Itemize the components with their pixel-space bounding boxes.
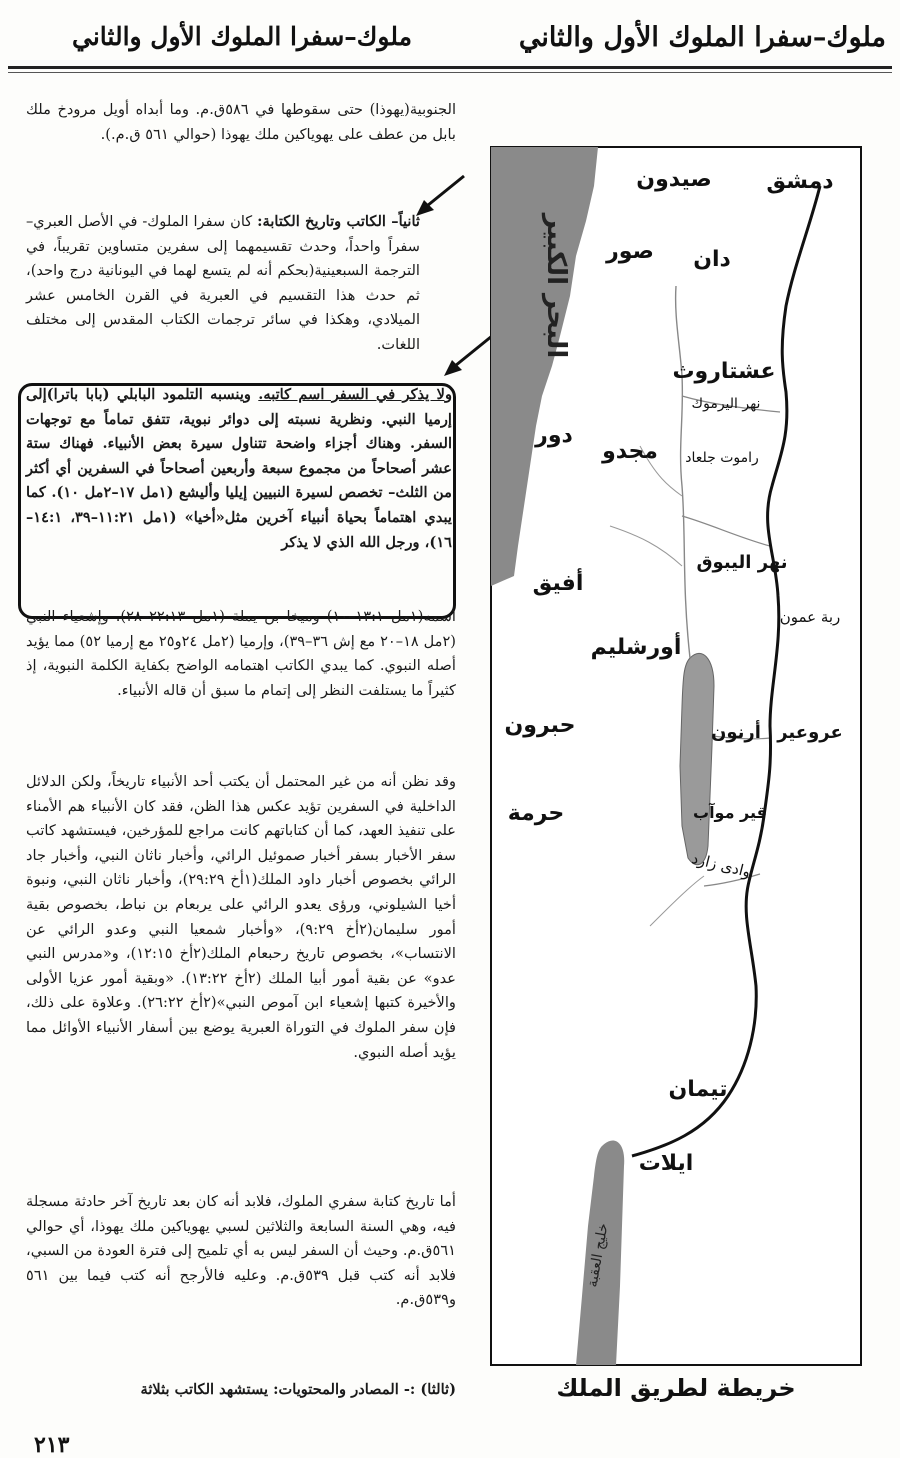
label-rabbah: ربة عمون: [779, 608, 841, 626]
label-aroer: عروعير: [777, 722, 843, 743]
paragraph-intro-text: الجنوبية(يهوذا) حتى سقوطها في ٥٨٦ق.م. وما أبداه أويل مرودخ ملك بابل من عطف على يهوياكين ملك يهوذا (حوالي ٥٦١ ق.م.).: [26, 101, 456, 143]
paragraph-prophets: [26, 605, 456, 703]
label-tyre: صور: [606, 239, 654, 264]
dead-sea-shape: [680, 653, 714, 864]
label-dor: دور: [535, 423, 573, 448]
label-yarmuk: نهر اليرموك: [691, 396, 761, 412]
highlighted-body: وينسبه التلمود البابلي (بابا باترا)إلى إرميا النبي. ونظرية نسبته إلى دوائر نبوية، تتفق تماماً مع توجهات السفر. وهناك أجزاء واضحة تتناول سيرة بعض الأنبياء. فهناك ستة عشر أصحاحاً من مجموع سبعة وأربعين أصحاحاً في السفرين أي أكثر من الثلث– تخصص لسيرة النبيين إيليا وأليشع (١مل ١٧–٢مل ١٠). كما يبدي اهتماماً بحياة أنبياء آخرين مثل«أخيا» (١مل ١١:٢١–٣٩، ١٤:١–١٦)، ورجل الله الذي لا يذكر: [26, 386, 452, 551]
underlined-sentence: ولا يذكر في السفر اسم كاتبه.: [258, 386, 452, 403]
map-caption: خريطة لطريق الملك: [556, 1374, 796, 1402]
section-author-date: [26, 210, 420, 358]
paragraph-prophets-text: اسمه(١مل ١٣:١–١٠) وميخا بن يملة (١مل ٢٢:١٣–٢٨). وإشعياء النبي (٢مل ١٨–٢٠ مع إش ٣٦–٣٩)، وإرميا (٢مل ٢٤و٢٥ مع إرميا ٥٢) مما يؤيد أصله النبوي. كما يبدي الكاتب اهتمامه الواضح بكفاية الكلمة النبوية، إذ كثيراً ما يستلفت النظر إلى إتمام ما سبق أن قاله الأنبياء.: [26, 608, 456, 699]
label-damascus: دمشق: [766, 169, 834, 194]
page-number: ٢١٣: [34, 1432, 70, 1458]
running-header-right: ملوك–سفرا الملوك الأول والثاني: [518, 22, 886, 53]
kings-highway-map: [490, 146, 862, 1366]
section-heading-author: ثانياً– الكاتب وتاريخ الكتابة:: [257, 213, 420, 230]
running-header-left: ملوك–سفرا الملوك الأول والثاني: [72, 22, 412, 51]
label-megiddo: مجدو: [602, 439, 658, 464]
label-sidon: صيدون: [636, 167, 712, 192]
paragraph-intro: [26, 98, 456, 147]
label-teman: تيمان: [668, 1077, 728, 1102]
paragraph-dating-text: أما تاريخ كتابة سفري الملوك، فلابد أنه كان بعد تاريخ آخر حادثة مسجلة فيه، وهي السنة السابعة والثلاثين لسبي يهوياكين ملك يهوذا، أي حوالي ٥٦١ق.م. وحيث أن السفر ليس به أي تلميح إلى فترة العودة من السبي، فلابد أنه كتب قبل ٥٣٩ق.م. وعليه فالأرجح أنه كتب فيما بين ٥٦١ و٥٣٩ق.م.: [26, 1193, 456, 1309]
section-body-author: كان سفرا الملوك- في الأصل العبري–سفراً واحداً، وحدث تقسيمهما إلى سفرين متساوين تقريباً، في الترجمة السبعينية(بحكم أنه لم يتسع لهما في اليونانية درج واحد)، ثم حدث هذا التقسيم في العبرية في القرن الخامس عشر الميلادي، وهكذا في سائر ترجمات الكتاب المقدس إلى مختلف اللغات.: [26, 213, 420, 353]
label-hormah: حرمة: [507, 801, 565, 826]
label-jabbok: نهر اليبوق: [696, 552, 788, 573]
label-aphek: أفيق: [532, 571, 584, 596]
sea-label: البحر الكبير: [541, 213, 571, 359]
section-sources: [26, 1378, 456, 1403]
arrow-icon: [440, 332, 496, 380]
label-jerusalem: أورشليم: [590, 635, 682, 660]
label-kir: قير موآب: [692, 803, 768, 822]
header-rule-thin: [8, 72, 892, 73]
label-zered: وادى زارد: [689, 849, 753, 882]
label-arnon: أرنون: [711, 722, 761, 743]
label-dan: دان: [693, 247, 731, 272]
label-ramoth: راموت جلعاد: [685, 450, 759, 466]
header-rule: [8, 66, 892, 69]
section-body-sources: يستشهد الكاتب بثلاثة: [140, 1381, 274, 1398]
label-hebron: حبرون: [504, 713, 576, 738]
label-eilat: ايلات: [638, 1151, 694, 1176]
paragraph-evidence-text: وقد نظن أنه من غير المحتمل أن يكتب أحد الأنبياء تاريخاً، ولكن الدلائل الداخلية في السفرين تؤيد عكس هذا الظن، فقد كان الأنبياء هم الأمناء على تنفيذ العهد، كما أن كتاباتهم كانت مراجع للمؤرخين، فيستشهد كاتب سفر الأخبار بسفر أخبار صموئيل الرائي، وأخبار ناثان النبي، وأخبار جاد الرائي بخصوص أخبار داود الملك(١أخ ٢٩:٢٩)، وأخبار ناثان النبي، ونبوة أخيا الشيلوني، ورؤى يعدو الرائي على يربعام بن نباط، بخصوص بقية أمور سليمان(٢أخ ٩:٢٩)، «وأخبار شمعيا النبي وعدو الرائي عن الانتساب»، بخصوص تاريخ رحبعام الملك(٢أخ ١٢:١٥)، و«مدرس النبي عدو» عن بقية أمور أبيا الملك (٢أخ ١٣:٢٢). «وبقية أمور عزيا الأولى والأخيرة كتبها إشعياء ابن آموص النبي»(٢أخ ٢٦:٢٢). وعلاوة على ذلك، فإن سفر الملوك في التوراة العبرية يوضع بين أسفار الأنبياء الأوائل مما يؤيد أصله النبوي.: [26, 773, 456, 1061]
paragraph-evidence: [26, 770, 456, 1065]
gulf-label: خليج العقبة: [584, 1222, 612, 1289]
label-ashtaroth: عشتاروث: [672, 359, 776, 384]
section-heading-sources: (ثالثا) :- المصادر والمحتويات:: [273, 1381, 456, 1398]
arrow-icon: [412, 172, 468, 220]
paragraph-highlighted: [26, 383, 452, 555]
paragraph-dating: [26, 1190, 456, 1313]
